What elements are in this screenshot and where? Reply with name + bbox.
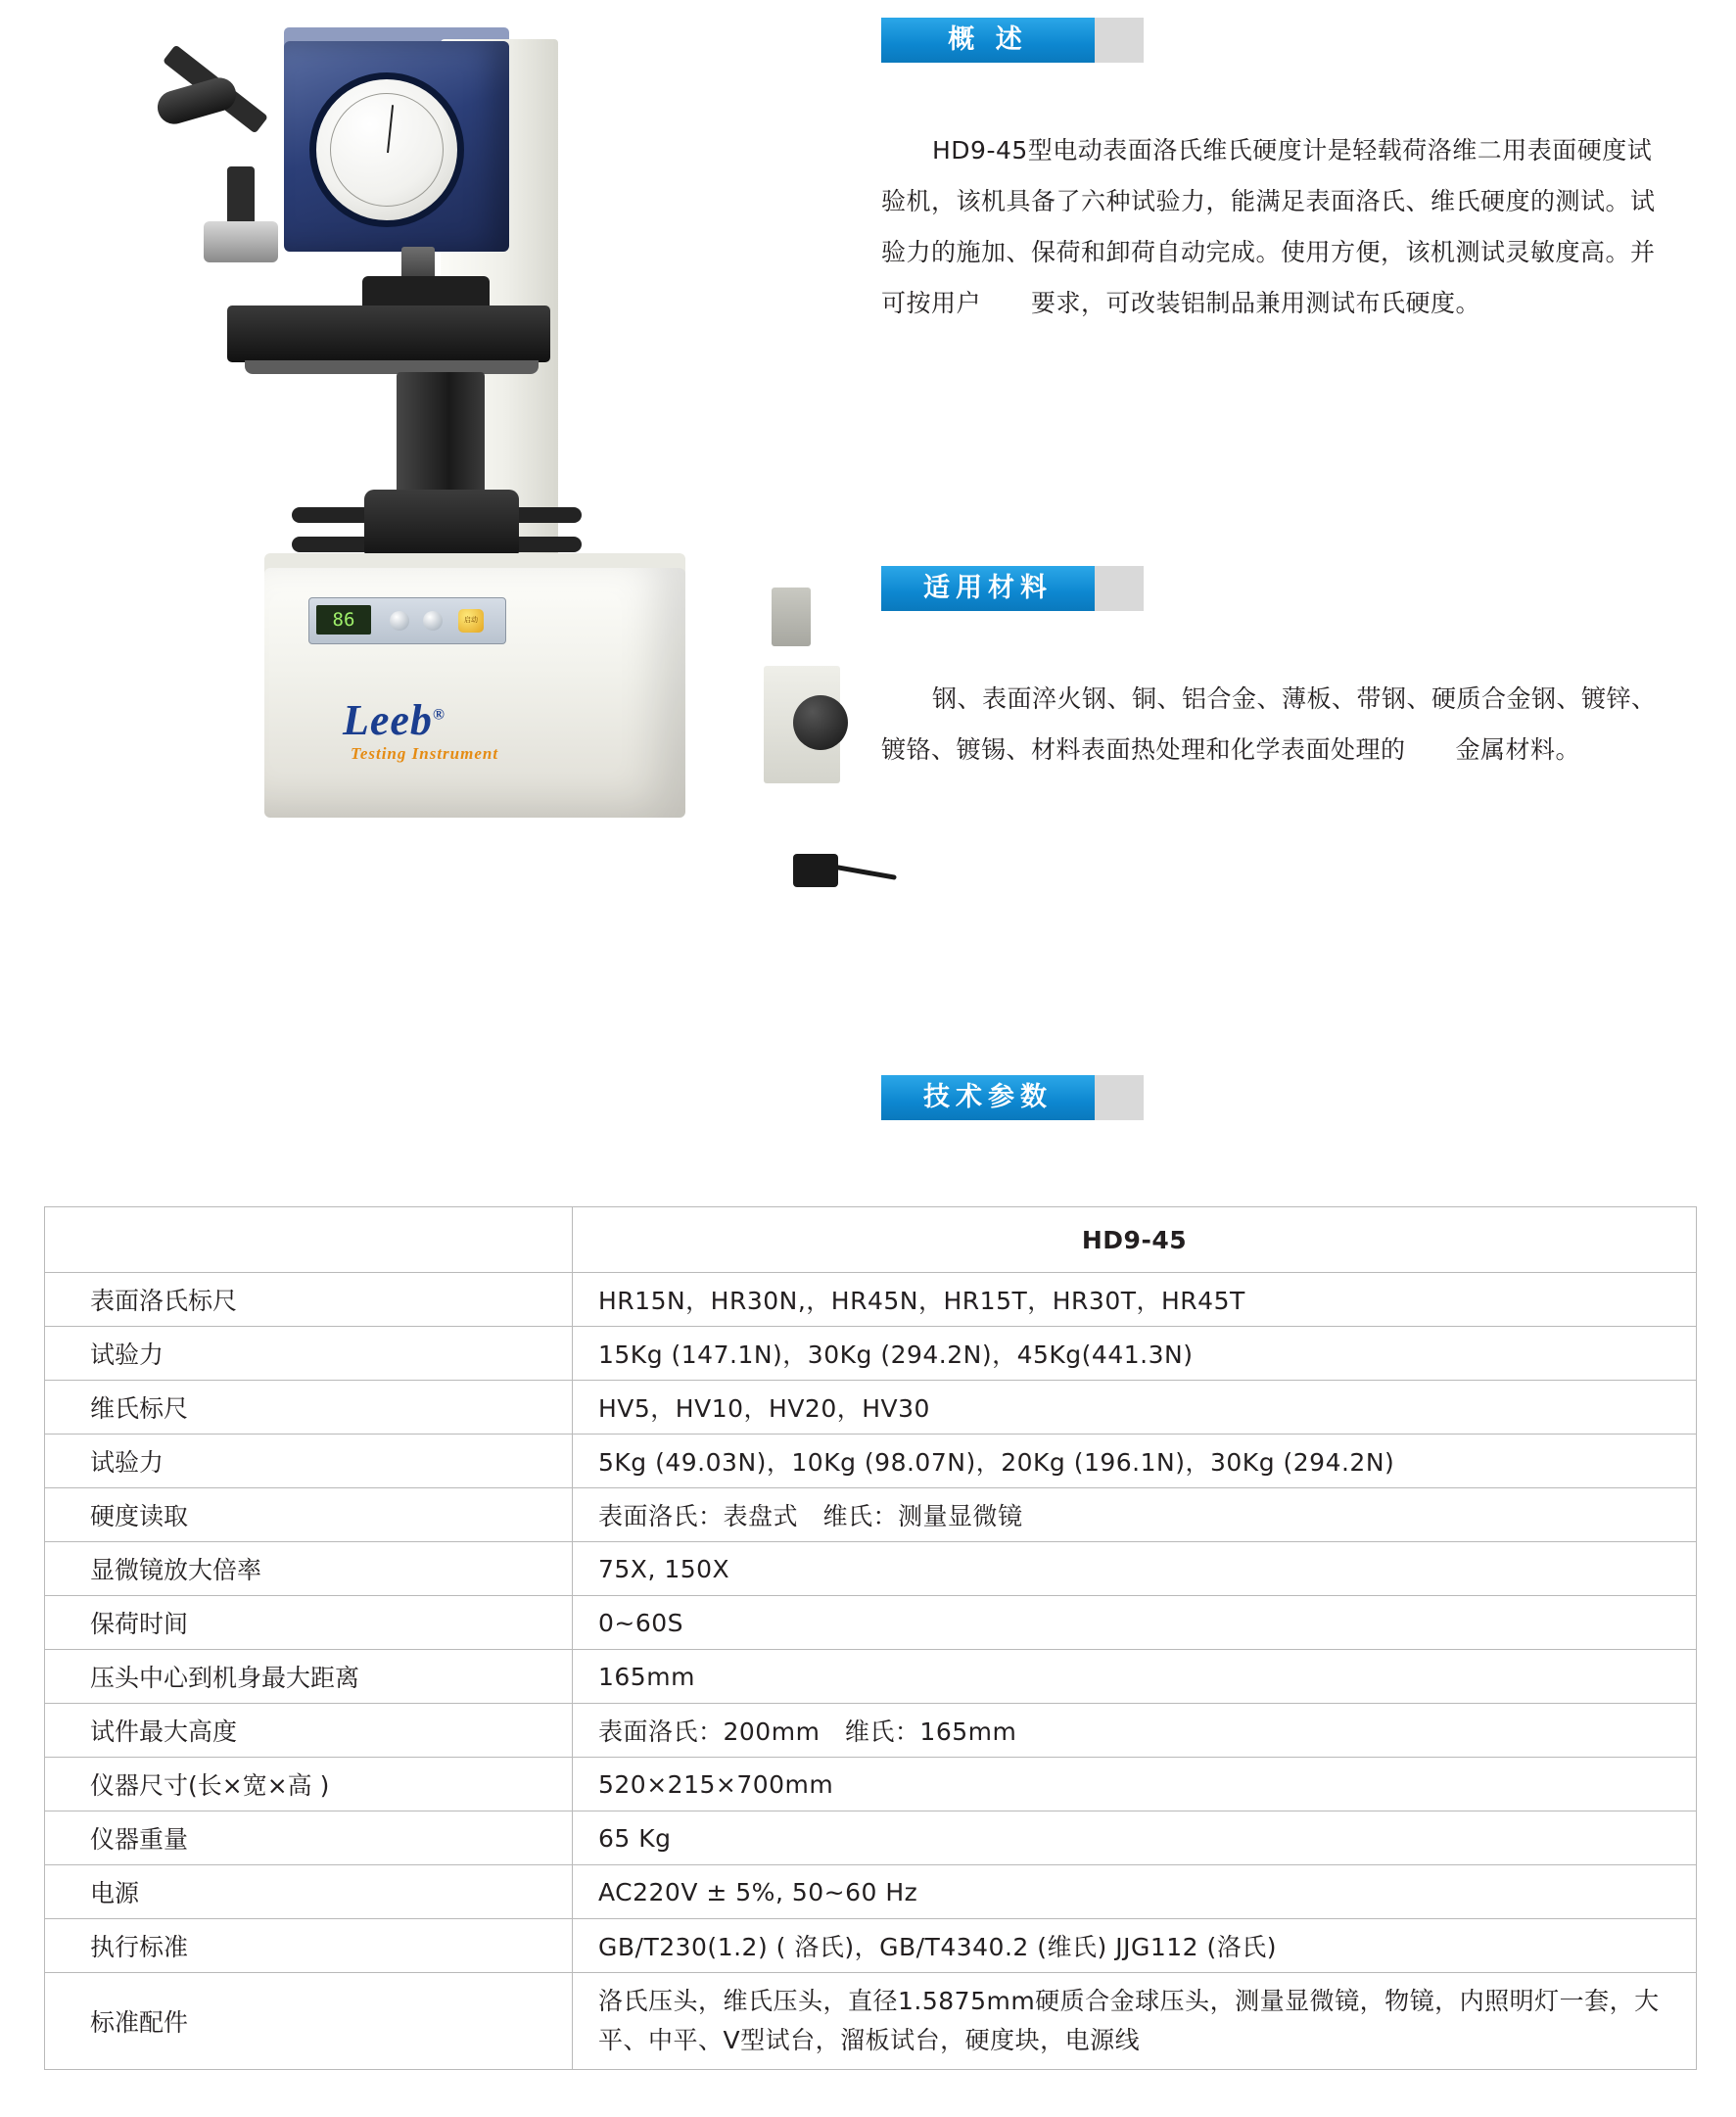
- spec-label: 执行标准: [45, 1919, 573, 1973]
- section-tag-specs-accent: [1095, 1075, 1144, 1120]
- table-row: [45, 1704, 1697, 1758]
- materials-paragraph: [881, 674, 1665, 776]
- section-tag-overview-accent: [1095, 18, 1144, 63]
- spec-label: 表面洛氏标尺: [45, 1273, 573, 1327]
- power-plug: [793, 854, 838, 887]
- spec-label: 试验力: [45, 1327, 573, 1381]
- brand-logo: [343, 695, 568, 745]
- table-row: [45, 1596, 1697, 1650]
- table-row: [45, 1973, 1697, 2070]
- spec-label: 维氏标尺: [45, 1381, 573, 1435]
- overview-paragraph: [881, 125, 1665, 329]
- elevating-screw: [397, 372, 485, 499]
- table-header-item-label: 项目名称: [90, 1236, 193, 1265]
- brand-tagline: Testing Instrument: [351, 744, 499, 763]
- table-row: [45, 1327, 1697, 1381]
- power-socket-panel: [772, 588, 811, 646]
- spec-label: 电源: [45, 1865, 573, 1919]
- section-tag-materials-label: 适用材料: [881, 566, 1095, 611]
- table-row: [45, 1758, 1697, 1811]
- spec-label: 压头中心到机身最大距离: [45, 1650, 573, 1704]
- spec-value: 5Kg (49.03N)，10Kg (98.07N)，20Kg (196.1N)，30Kg (294.2N): [573, 1435, 1697, 1488]
- spec-value: 洛氏压头，维氏压头，直径1.5875mm硬质合金球压头，测量显微镜，物镜，内照明灯一套，大平、中平、V型试台，溜板试台，硬度块，电源线: [573, 1973, 1697, 2070]
- table-row: [45, 1650, 1697, 1704]
- table-header-model-value: HD9-45: [573, 1207, 1697, 1273]
- panel-button-1: [390, 611, 409, 631]
- panel-start-button: 启动: [458, 609, 484, 633]
- brand-logo-text: Leeb: [343, 696, 433, 744]
- spec-value: HR15N，HR30N,，HR45N，HR15T，HR30T，HR45T: [573, 1273, 1697, 1327]
- table-row: [45, 1919, 1697, 1973]
- spec-label: 试验力: [45, 1435, 573, 1488]
- table-row: [45, 1542, 1697, 1596]
- spec-value: 15Kg (147.1N)，30Kg (294.2N)，45Kg(441.3N): [573, 1327, 1697, 1381]
- handwheel-spoke-left-2: [292, 537, 372, 552]
- brand-registered-mark: ®: [432, 706, 446, 724]
- spec-value: 165mm: [573, 1650, 1697, 1704]
- spec-label: 仪器尺寸(长×宽×高 ): [45, 1758, 573, 1811]
- spec-value: 表面洛氏：200mm 维氏：165mm: [573, 1704, 1697, 1758]
- spec-table: [44, 1206, 1697, 2070]
- overview-text: HD9-45型电动表面洛氏维氏硬度计是轻载荷洛维二用表面硬度试验机，该机具备了六种试验力，能满足表面洛氏、维氏硬度的测试。试验力的施加、保荷和卸荷自动完成。使用方便，该机测试灵敏度高。并可按用户 要求，可改装铝制品兼用测试布氏硬度。: [881, 136, 1656, 317]
- dial-gauge-icon: [309, 72, 464, 227]
- spec-label: 显微镜放大倍率: [45, 1542, 573, 1596]
- section-tag-specs-label: 技术参数: [881, 1075, 1095, 1120]
- product-photo: [117, 20, 862, 1116]
- microscope-lens: [204, 221, 278, 262]
- table-row: [45, 1435, 1697, 1488]
- load-selector-knob: [793, 695, 848, 750]
- dial-ring: [330, 93, 444, 207]
- spec-label: 硬度读取: [45, 1488, 573, 1542]
- table-header-model-label: 型号: [493, 1218, 544, 1247]
- table-row: [45, 1865, 1697, 1919]
- spec-value: 520×215×700mm: [573, 1758, 1697, 1811]
- spec-value: AC220V ± 5%, 50~60 Hz: [573, 1865, 1697, 1919]
- spec-label: 标准配件: [45, 1973, 573, 2070]
- spec-value: 表面洛氏：表盘式 维氏：测量显微镜: [573, 1488, 1697, 1542]
- table-row: [45, 1488, 1697, 1542]
- table-header-left: [45, 1207, 573, 1273]
- table-row: [45, 1381, 1697, 1435]
- spec-label: 试件最大高度: [45, 1704, 573, 1758]
- spec-value: 75X, 150X: [573, 1542, 1697, 1596]
- section-tag-materials-accent: [1095, 566, 1144, 611]
- lcd-display: 86: [316, 605, 371, 635]
- spec-label: 仪器重量: [45, 1811, 573, 1865]
- table-row: [45, 1811, 1697, 1865]
- spec-table-body: [45, 1207, 1697, 2070]
- spec-value: 0~60S: [573, 1596, 1697, 1650]
- handwheel-spoke-left: [292, 507, 372, 523]
- spec-value: HV5，HV10，HV20，HV30: [573, 1381, 1697, 1435]
- table-row: [45, 1273, 1697, 1327]
- power-cord: [830, 864, 897, 880]
- panel-button-2: [423, 611, 443, 631]
- spec-label: 保荷时间: [45, 1596, 573, 1650]
- table-header-row: [45, 1207, 1697, 1273]
- anvil: [362, 276, 490, 306]
- section-tag-overview-label: 概 述: [881, 18, 1095, 63]
- spec-value: GB/T230(1.2) ( 洛氏)，GB/T4340.2 (维氏) JJG112 (洛氏): [573, 1919, 1697, 1973]
- materials-text: 钢、表面淬火钢、铜、铝合金、薄板、带钢、硬质合金钢、镀锌、镀铬、镀锡、材料表面热处理和化学表面处理的 金属材料。: [881, 684, 1657, 764]
- handwheel: [364, 490, 519, 560]
- spec-value: 65 Kg: [573, 1811, 1697, 1865]
- test-stage-edge: [245, 360, 539, 374]
- test-stage: [227, 306, 550, 362]
